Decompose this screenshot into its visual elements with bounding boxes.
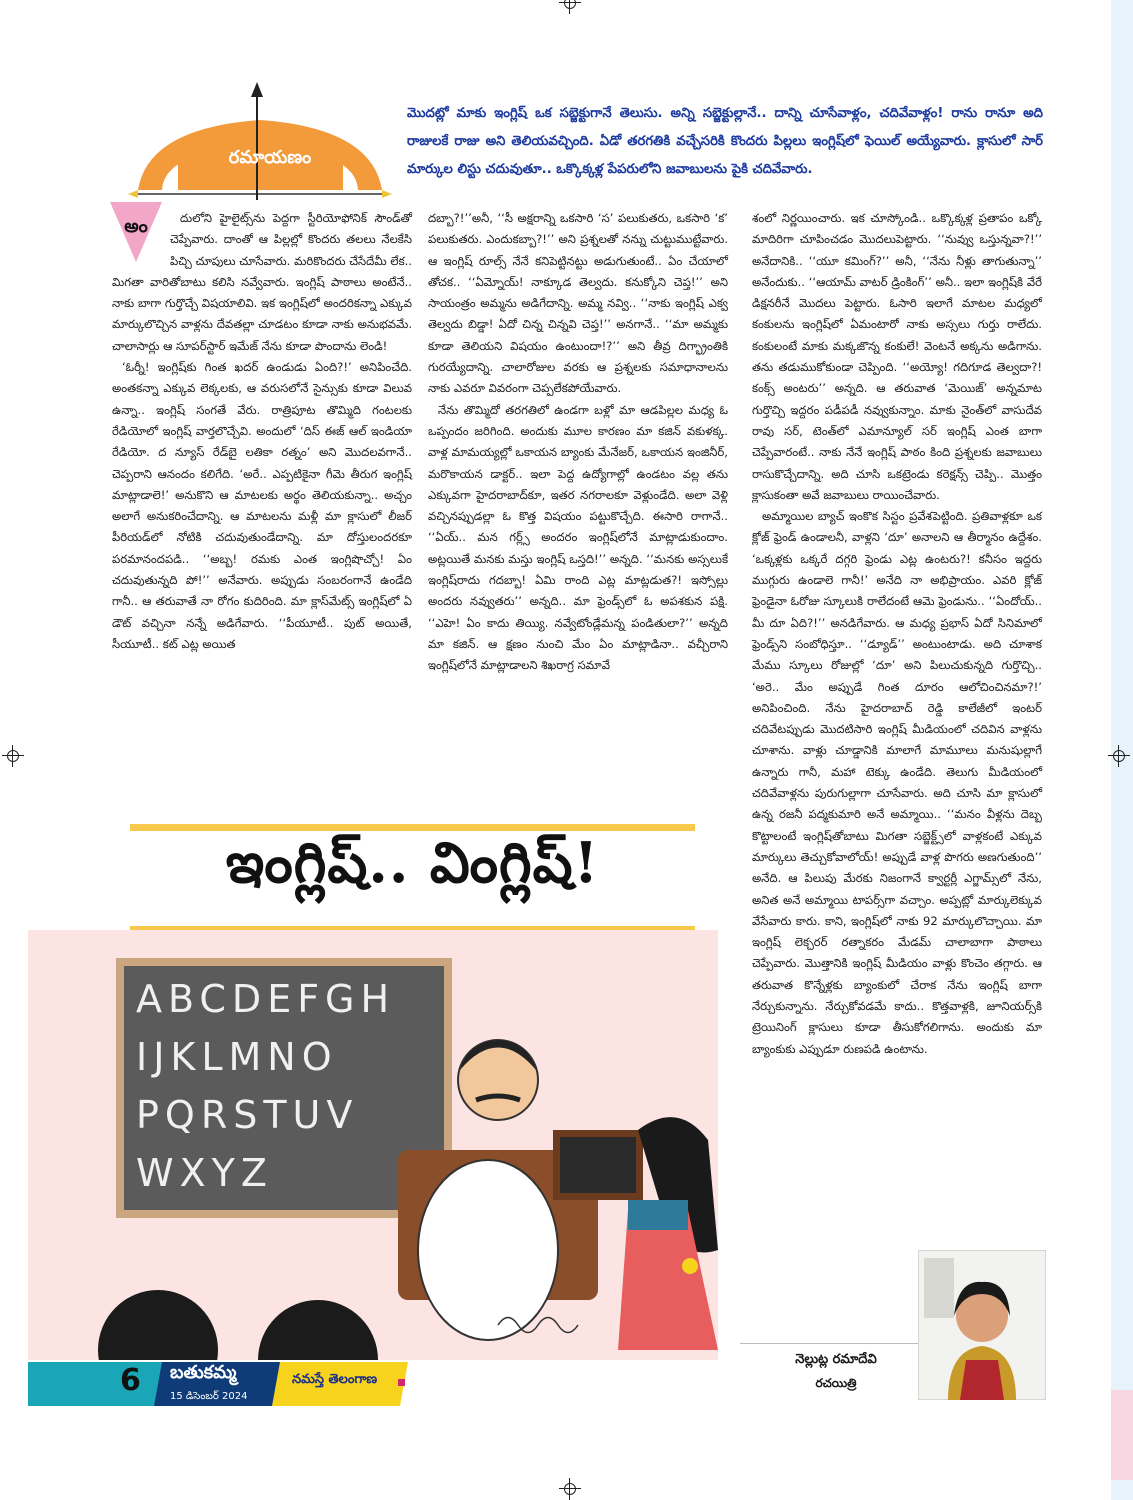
section-logo (118, 70, 403, 205)
section-label: రమాయణం (228, 147, 312, 168)
chalkboard-row: WXYZ (136, 1151, 273, 1195)
teacher-body (418, 1160, 558, 1340)
article-column-3 (752, 208, 1042, 1060)
paragraph: దులోని హైలైట్స్‌ను పెద్దగా స్టీరియోఫోనిక్‌ సౌండ్‌తో చెప్పేవారు. దాంతో ఆ పిల్లల్లో కొందరు తలలు నేలకేసి పిచ్చి చూపులు చూసేవారు. మరికొందరు చేసేదేమీ లేక.. మిగతా వారితోబాటు కలిసి నవ్వేవారు. ఇంగ్లిష్‌ పాఠాలు అంటేనే.. నాకు బాగా గుర్తొచ్చే విషయాలివి. ఇక ఇంగ్లిష్‌లో అందరికన్నా ఎక్కువ మార్కులొచ్చిన వాళ్లను దేవతల్లా చూడటం కూడా నాకు అనుభవమే. చాలాసార్లు ఆ సూపర్‌స్టార్‌ ఇమేజ్‌ నేను కూడా పొందాను లెండి! (112, 211, 412, 353)
author-photo (918, 1250, 1046, 1400)
page-number: 6 (120, 1363, 141, 1398)
registration-mark-left (2, 745, 24, 767)
page-edge-pink-strip (1111, 1390, 1133, 1480)
article-deck: మొదట్లో మాకు ఇంగ్లిష్‌ ఒక సబ్జెక్టుగానే తెలుసు. అన్ని సబ్జెక్టుల్లానే.. దాన్ని చూసేవాళ్లం, చదివేవాళ్లం! రాను రానూ అది రాజులకే రాజు అని తెలియవచ్చింది. ఏడో తరగతికి వచ్చేసరికి కొందరు పిల్లలు ఇంగ్లిష్‌లో ఫెయిల్‌ అయ్యేవారు. క్లాసులో సార్‌ మార్కుల లిస్టు చదువుతూ.. ఒక్కొక్కళ్ల పేపరులోని జవాబులను పైకి చదివేవారు. (407, 106, 1043, 177)
magazine-name: బతుకమ్మ (170, 1362, 237, 1383)
registration-mark-top (559, 0, 581, 14)
chalkboard-row: PQRSTUV (136, 1093, 359, 1137)
dropcap-triangle (110, 202, 162, 264)
paragraph: దబ్బా?!’’అనీ, ‘‘సీ అక్షరాన్ని ఒకసారి ‘స’ పలుకుతరు, ఒకసారి ‘క’ పలుకుతరు. ఎందుకబ్బా?!’’ అని ప్రశ్నలతో నన్ను చుట్టుముట్టేవారు. ఆ ఇంగ్లిష్‌ రూల్స్‌ నేనే కనిపెట్టినట్టు అడుగుతుంటే.. ఏం చేయాలో తోచక.. ‘‘ఏమ్నోయ్‌! నాక్కూడ తెల్వదు. కనుక్కోని చెప్త!’’ అని సాయంత్రం అమ్మను అడిగేదాన్ని. అమ్మ నవ్వి.. ‘‘నాకు ఇంగ్లిష్‌ ఎక్వ తెల్వదు బిడ్డా! ఏదో చిన్న చిన్నవి చెప్త!’’ అనగానే.. ‘‘మా అమ్మకు కూడా తెలియని విషయం ఉంటుందా!?’’ అని తీవ్ర దిగ్భ్రాంతికి గురయ్యేదాన్ని. చాలారోజుల వరకు ఆ ప్రశ్నలకు సమాధానాలను నాకు ఎవరూ వివరంగా చెప్పలేకపోయేవారు. (428, 211, 728, 396)
author-role: రచయిత్రి (815, 1376, 857, 1390)
paragraph: శంలో నిర్ణయించారు. ఇక చూస్కోండి.. ఒక్కొక్కళ్ల ప్రతాపం ఒక్కో మాదిరిగా చూపించడం మొదలుపెట్టారు. ‘‘నువ్వు ఒస్తున్నవా?!’’ అనేదానికి.. ‘‘యూ కమింగ్‌?’’ అనీ, ‘‘నేను నీళ్లు తాగుతున్నా’’ అనేందుకు.. ‘‘ఆయామ్‌ వాటర్‌ డ్రింకింగ్‌’’ అనీ.. ఇలా ఇంగ్లిష్‌కి వేరే డిక్షనరీనే మొదలు పెట్టారు. ఓసారి ఇలాగే మాటల మధ్యలో కంకులను ఇంగ్లిష్‌లో ఏమంటారో నాకు అస్సలు గుర్తు రాలేదు. కంకులంటే మాకు మక్కజొన్న కంకులే! వెంటనే అక్కను అడిగాను. తను తడుముకోకుండా చెప్పింది. ‘‘అయ్యో! గదిగూడ తెల్వదా?! కంక్స్‌ అంటరు’’ అన్నది. ఆ తరువాత ‘మెయిజ్‌’ అన్నమాట గుర్తొచ్చి ఇద్దరం పడీపడీ నవ్వుకున్నాం. మాకు నైంత్‌లో వాసుదేవ రావు సర్‌, టెంత్‌లో ఎమాన్యూల్‌ సర్‌ ఇంగ్లిష్‌ ఎంత బాగా చెప్పేవారంటే.. నాకు నేనే ఇంగ్లిష్‌ పాఠం కింది ప్రశ్నలకు జవాబులు రాసుకొచ్చేదాన్ని. అది చూసి ఒకట్రెండు కరెక్షన్స్‌ చెప్పి.. మొత్తం క్లాసుకంతా అవే జవాబులు రాయించేవారు. (752, 211, 1042, 502)
article-column-1 (112, 208, 412, 655)
classroom-illustration (28, 930, 718, 1360)
registration-mark-bottom (559, 1478, 581, 1500)
svg-text:అం: అం (124, 216, 148, 237)
paragraph: ‘ఓర్నీ! ఇంగ్లిష్‌కు గింత ఖదర్‌ ఉండుడు ఏంది?!’ అనిపించేది. అంతకన్నా ఎక్కువ లెక్కలకు, ఆ వరుసలోనే సైన్సుకు కూడా విలువ ఉన్నా.. ఇంగ్లిష్‌ సంగతే వేరు. రాత్రిపూట తొమ్మిది గంటలకు రేడియోలో ఇంగ్లిష్‌ వార్తలొచ్చేవి. అందులో ‘దిస్‌ ఈజ్‌ ఆల్‌ ఇండియా రేడియో. ద న్యూస్‌ రేడ్‌బై లతికా రత్నం’ అని మొదలవగానే.. చెప్పరాని ఆనందం కలిగేది. ‘అరే.. ఎప్పటికైనా గీమె తీరుగ ఇంగ్లిష్‌ మాట్లాడాలె!’ అనుకొని ఆ మాటలకు అర్థం తెలియకున్నా.. అచ్చం అలాగే అనుకరించేదాన్ని. ఆ మాటలను మళ్లీ మా క్లాసులో లీజర్‌ పీరియడ్‌లో నోటికి చదువుతుండేదాన్ని. మా దోస్తులందరకూ పరమానందపడి.. ‘‘అబ్బ! రమకు ఎంత ఇంగ్లిషొచ్చో! ఏం చదువుతున్నది పో!’’ అనేవారు. అప్పుడు సంబరంగానే ఉండేది గానీ.. ఆ తరువాతే నా రోగం కుదిరింది. మా క్లాస్‌మేట్స్‌ ఇంగ్లిష్‌లో ఏ డౌట్‌ వచ్చినా నన్నే అడిగేవారు. ‘‘పీయూటీ.. పుట్‌ అయితే, సీయూటీ.. కట్‌ ఎట్ల అయిత (112, 360, 412, 651)
article-column-2 (428, 208, 728, 677)
author-name: నెల్లుట్ల రమాదేవి (795, 1352, 877, 1367)
arrow-head (251, 82, 263, 97)
registration-mark-right (1108, 745, 1130, 767)
paragraph: నేను తొమ్మిదో తరగతిలో ఉండగా బళ్లో మా ఆడపిల్లల మధ్య ఓ ఒప్పందం జరిగింది. అందుకు మూల కారణం మా కజిన్‌ వకుళక్క. వాళ్ల మామయ్యల్లో ఒకాయన బ్యాంకు మేనేజర్‌, ఒకాయన ఇంజినీర్‌, మరొకాయన డాక్టర్‌.. ఇలా పెద్ద ఉద్యోగాల్లో ఉండటం వల్ల తను ఎక్కువగా హైదరాబాద్‌కూ, ఇతర నగరాలకూ వెళ్లుండేది. అలా వెళ్లి వచ్చినప్పుడల్లా ఓ కొత్త విషయం పట్టుకొచ్చేది. ఈసారి రాగానే.. ‘‘ఏయ్‌.. మన గర్ల్స్‌ అందరం ఇంగ్లిష్‌లోనే మాట్లాడుకుందాం. అట్లయితే మనకు మస్తు ఇంగ్లిష్‌ ఒస్తది!’’ అన్నది. ‘‘మనకు అస్సలుకే ఇంగ్లిష్‌రాదు గదబ్బా! ఏమి రాంది ఎట్ల మాట్లడుత?! ఇస్సోల్లు అందరు నవ్వుతరు’’ అన్నది.. మా ఫ్రెండ్స్‌లో ఓ అపశకున పక్షి. ‘‘ఎహె! ఏం కాదు తియ్యి. నవ్వేటోండ్లేమన్న పండితులా?’’ అన్నది మా కజిన్‌. ఆ క్షణం నుంచి మేం ఏం మాట్లాడినా.. వచ్చీరాని ఇంగ్లిష్‌లోనే మాట్లాడాలని శిఖరాగ్ర సమావే (428, 402, 728, 673)
chalkboard-row: ABCDEFGH (136, 977, 396, 1021)
end-square-icon (398, 1379, 405, 1386)
newspaper-name: నమస్తే తెలంగాణ (292, 1372, 378, 1387)
issue-date: 15 డిసెంబర్‌ 2024 (170, 1391, 248, 1402)
article-title: ఇంగ్లిష్‌.. వింగ్లిష్‌! (225, 830, 600, 896)
chalkboard-row: IJKLMNO (136, 1035, 338, 1079)
paragraph: అమ్మాయిల బ్యాచ్‌ ఇంకొక సిస్టం ప్రవేశపెట్టింది. ప్రతివాళ్లకూ ఒక క్లోజ్‌ ఫ్రెండ్‌ ఉండాలనీ, వాళ్లని ‘దూ’ అనాలని ఆ తీర్మానం ఉద్దేశం. ‘ఒక్కళ్లకు ఒక్కరే దగ్గరి ఫ్రెండు ఎట్ల ఉంటరు?! కనీసం ఇద్దరు ముగ్గురు ఉండాలె గానీ!’ అనేది నా అభిప్రాయం. ఎవరి క్లోజ్‌ ఫ్రెండైనా ఓరోజు స్కూలుకి రాలేదంటే ఆమె ఫ్రెండును.. ‘‘ఏందోయ్‌.. మీ దూ ఏది?!’’ అనడిగేవారు. ఆ మధ్య ప్రభాస్‌ ఏదో సినిమాలో ఫ్రెండ్స్‌ని సంబోధిస్తూ.. ‘‘డ్యూడ్‌’’ అంటుంటాడు. అది చూశాక మేము స్కూలు రోజుల్లో ‘దూ’ అని పిలుచుకున్నది గుర్తొచ్చి.. ‘అరె.. మేం అప్పుడే గింత దూరం ఆలోచించినమా?!’ అనిపించింది. నేను హైదరాబాద్‌ రెడ్డి కాలేజీలో ఇంటర్‌ చదివేటప్పుడు మొదటిసారి ఇంగ్లిష్‌ మీడియంలో చదివిన వాళ్లను చూశాను. వాళ్లు చూడ్డానికి మాలాగే మామూలు మనుషుల్లాగే ఉన్నారు గానీ, మహా టెక్కు ఉండేది. తెలుగు మీడియంలో చదివేవాళ్లను పురుగుల్లాగా చూసేవారు. అది చూసి మా క్లాసులో ఉన్న రజనీ పద్మకుమారి అనే అమ్మాయి.. ‘‘మనం వీళ్లను దెబ్బ కొట్టాలంటే ఇంగ్లిష్‌తోబాటు మిగతా సబ్జెక్ట్స్‌లో వాళ్లకంటే ఎక్కువ మార్కులు తెచ్చుకోవాలోయ్‌! అప్పుడే వాళ్ల పొగరు అణగుతుంది’’ అనేది. ఆ పిలుపు మేరకు నిజంగానే క్వార్టర్లీ ఎగ్జామ్స్‌లో నేను, అనిత అనే అమ్మాయి టాపర్స్‌గా వచ్చాం. అప్పట్లో మార్కులెక్కువ వేసేవారు కారు. కాని, ఇంగ్లిష్‌లో నాకు 92 మార్కులొచ్చాయి. మా ఇంగ్లిష్‌ లెక్చరర్‌ రత్నాకరం మేడమ్‌ చాలాబాగా పాఠాలు చెప్పేవారు. మొత్తానికి ఇంగ్లిష్‌ మీడియం వాళ్లు కొంచెం తగ్గారు. ఆ తరువాత కొన్నేళ్లకు బ్యాంకులో చేరాక నేను ఇంగ్లిష్‌ బాగా నేర్చుకున్నాను. నేర్చుకోవడమే కాదు.. కొత్తవాళ్లకి, జూనియర్స్‌కి ట్రెయినింగ్‌ క్లాసులు కూడా తీసుకోగలిగాను. అందుకు మా బ్యాంకుకు ఎప్పుడూ రుణపడి ఉంటాను. (752, 509, 1042, 1056)
